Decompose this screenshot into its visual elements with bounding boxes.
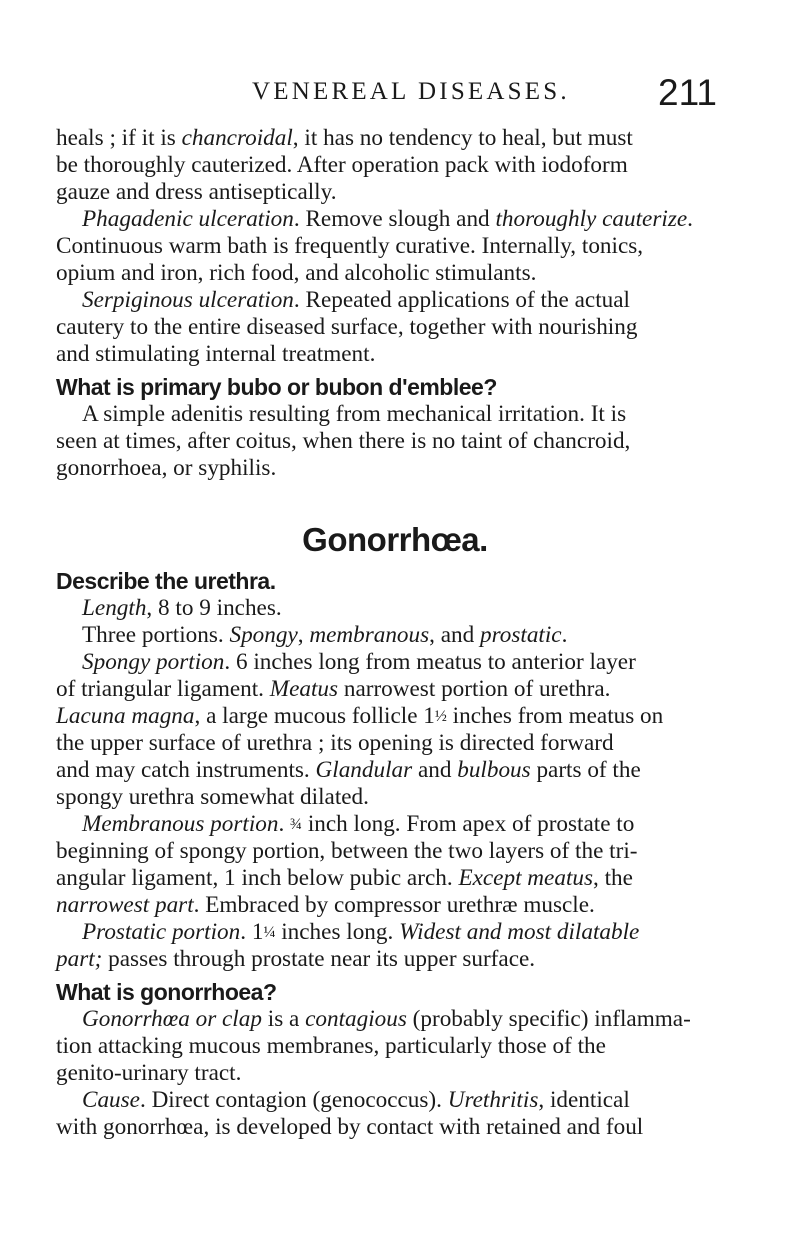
body-text <box>56 125 720 1141</box>
text-line: Cause. Direct contagion (genococcus). Urethritis, identical <box>82 1087 630 1113</box>
text-line: Phagadenic ulceration. Remove slough and thoroughly cauterize. <box>82 206 693 232</box>
running-head-title: VENEREAL DISEASES. <box>252 78 570 105</box>
text-line: Continuous warm bath is frequently curative. Internally, tonics, <box>56 233 644 259</box>
text-line: cautery to the entire diseased surface, together with nourishing <box>56 314 638 340</box>
text-line: A simple adenitis resulting from mechanical irritation. It is <box>82 401 627 427</box>
text-line: with gonorrhœa, is developed by contact with retained and foul <box>56 1114 644 1140</box>
page-number: 211 <box>658 72 717 113</box>
text-line: Spongy portion. 6 inches long from meatus to anterior layer <box>82 649 636 675</box>
text-line: and stimulating internal treatment. <box>56 341 376 367</box>
text-line: heals ; if it is chancroidal, it has no tendency to heal, but must <box>56 125 633 151</box>
text-line: the upper surface of urethra ; its opening is directed forward <box>56 730 614 756</box>
text-line: Length, 8 to 9 inches. <box>82 595 282 621</box>
text-line: genito-urinary tract. <box>56 1060 242 1086</box>
text-line: Three portions. Spongy, membranous, and prostatic. <box>82 622 568 648</box>
text-line: of triangular ligament. Meatus narrowest portion of urethra. <box>56 676 611 702</box>
question-heading: What is primary bubo or bubon d'emblee? <box>56 374 497 400</box>
text-line: be thoroughly cauterized. After operation pack with iodoform <box>56 152 628 178</box>
text-line: Prostatic portion. 1¼ inches long. Widest and most dilatable <box>82 919 640 945</box>
running-head <box>0 74 800 114</box>
text-line: Lacuna magna, a large mucous follicle 1½ inches from meatus on <box>56 703 664 729</box>
section-title: Gonorrhœa. <box>302 521 488 558</box>
question-heading: Describe the urethra. <box>56 568 276 594</box>
text-line: tion attacking mucous membranes, particularly those of the <box>56 1033 606 1059</box>
text-line: gauze and dress antiseptically. <box>56 179 337 205</box>
text-line: Serpiginous ulceration. Repeated applications of the actual <box>82 287 630 313</box>
text-line: Gonorrhœa or clap is a contagious (probably specific) inflamma- <box>82 1006 691 1032</box>
text-line: narrowest part. Embraced by compressor urethræ muscle. <box>56 892 595 918</box>
question-heading: What is gonorrhoea? <box>56 979 277 1005</box>
text-line: gonorrhoea, or syphilis. <box>56 455 277 481</box>
text-line: spongy urethra somewhat dilated. <box>56 784 369 810</box>
text-line: angular ligament, 1 inch below pubic arch. Except meatus, the <box>56 865 633 891</box>
text-line: Membranous portion. ¾ inch long. From apex of prostate to <box>82 811 635 837</box>
text-line: seen at times, after coitus, when there is no taint of chancroid, <box>56 428 631 454</box>
text-line: and may catch instruments. Glandular and bulbous parts of the <box>56 757 641 783</box>
text-line: opium and iron, rich food, and alcoholic stimulants. <box>56 260 537 286</box>
text-line: beginning of spongy portion, between the two layers of the tri- <box>56 838 638 864</box>
text-line: part; passes through prostate near its upper surface. <box>56 946 536 972</box>
